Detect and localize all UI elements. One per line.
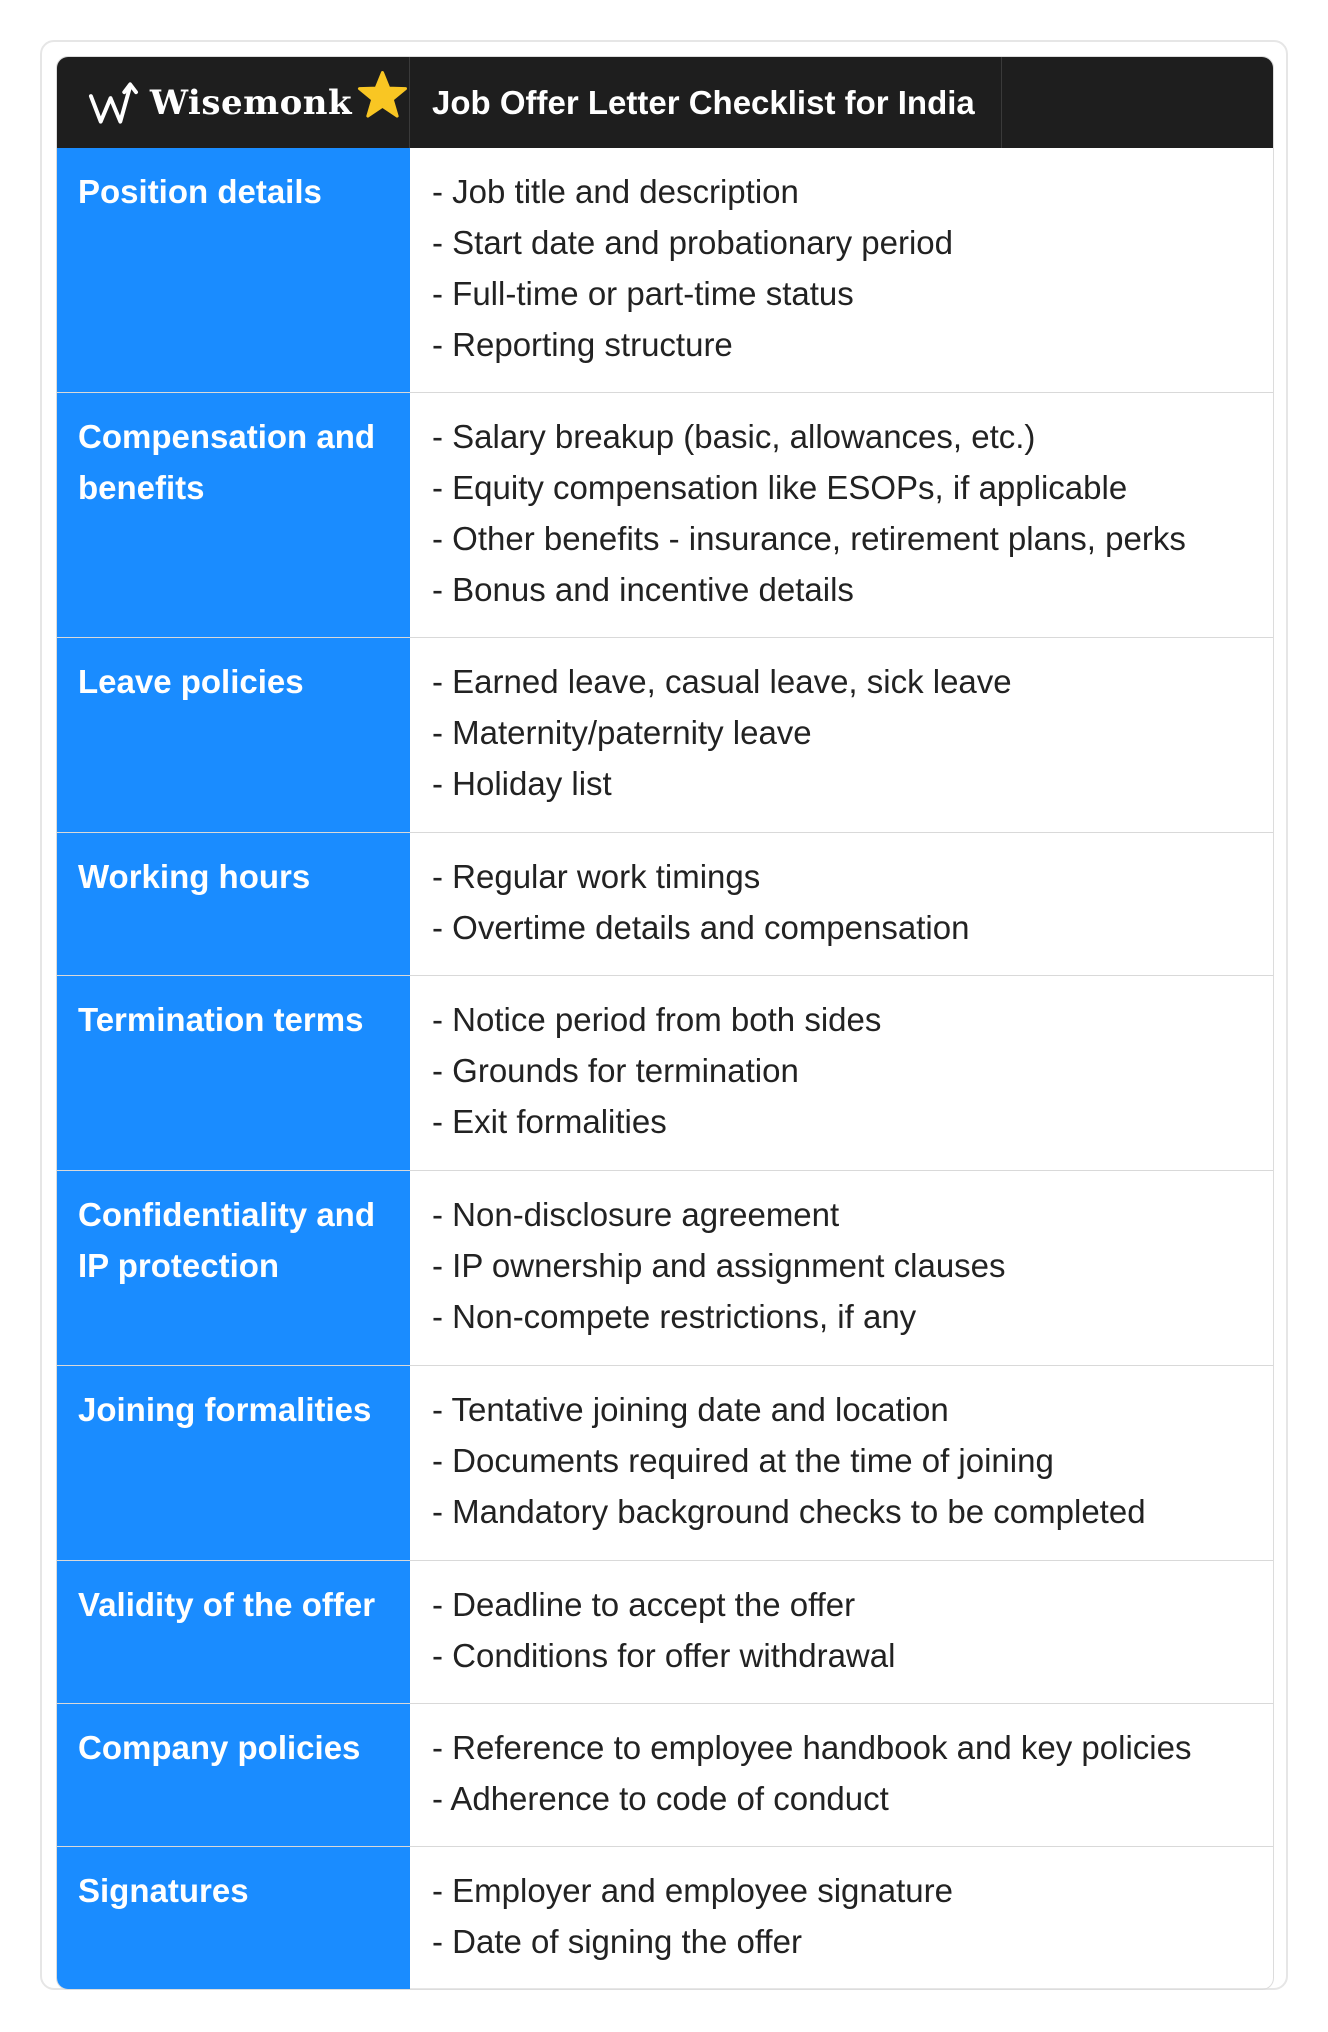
table-row [57, 1170, 1273, 1365]
star-icon [356, 69, 409, 123]
list-item: - Start date and probationary period [432, 224, 953, 261]
items-cell [410, 1847, 1273, 1989]
table-row [57, 1560, 1273, 1703]
list-item: - Deadline to accept the offer [432, 1586, 856, 1623]
list-item: - Notice period from both sides [432, 1001, 882, 1038]
list-item: - Earned leave, casual leave, sick leave [432, 663, 1012, 700]
list-item: - Maternity/paternity leave [432, 714, 812, 751]
list-item: - Date of signing the offer [432, 1923, 802, 1960]
list-item: - IP ownership and assignment clauses [432, 1247, 1006, 1284]
table-row [57, 1703, 1273, 1846]
table-row [57, 832, 1273, 975]
list-item: - Reporting structure [432, 326, 733, 363]
category-cell: Compensation and benefits [57, 393, 410, 637]
table-row [57, 975, 1273, 1170]
items-cell [410, 1171, 1273, 1365]
checklist-table [56, 56, 1274, 1990]
list-item: - Mandatory background checks to be completed [432, 1493, 1146, 1530]
brand-logo [57, 57, 410, 148]
items-cell [410, 976, 1273, 1170]
list-item: - Employer and employee signature [432, 1872, 953, 1909]
category-cell: Termination terms [57, 976, 410, 1170]
category-cell: Signatures [57, 1847, 410, 1989]
category-cell: Company policies [57, 1704, 410, 1846]
items-cell [410, 1366, 1273, 1560]
list-item: - Tentative joining date and location [432, 1391, 949, 1428]
list-item: - Exit formalities [432, 1103, 667, 1140]
category-cell: Working hours [57, 833, 410, 975]
list-item: - Salary breakup (basic, allowances, etc.) [432, 418, 1036, 455]
table-row [57, 637, 1273, 832]
checklist-rows [57, 148, 1273, 1989]
items-cell [410, 1561, 1273, 1703]
items-cell [410, 1704, 1273, 1846]
list-item: - Other benefits - insurance, retirement plans, perks [432, 520, 1186, 557]
table-header [57, 57, 1273, 148]
table-row [57, 148, 1273, 392]
list-item: - Equity compensation like ESOPs, if applicable [432, 469, 1128, 506]
brand-name: Wisemonk [149, 82, 353, 123]
header-empty-cell [1002, 57, 1273, 148]
list-item: - Bonus and incentive details [432, 571, 854, 608]
table-row [57, 392, 1273, 637]
list-item: - Overtime details and compensation [432, 909, 970, 946]
table-row [57, 1365, 1273, 1560]
list-item: - Holiday list [432, 765, 612, 802]
items-cell [410, 833, 1273, 975]
list-item: - Documents required at the time of joining [432, 1442, 1054, 1479]
list-item: - Regular work timings [432, 858, 761, 895]
list-item: - Grounds for termination [432, 1052, 799, 1089]
items-cell [410, 393, 1273, 637]
wisemonk-mark-icon [87, 78, 146, 128]
list-item: - Full-time or part-time status [432, 275, 854, 312]
category-cell: Joining formalities [57, 1366, 410, 1560]
items-cell [410, 638, 1273, 832]
list-item: - Adherence to code of conduct [432, 1780, 889, 1817]
list-item: - Job title and description [432, 173, 799, 210]
category-cell: Validity of the offer [57, 1561, 410, 1703]
table-row [57, 1846, 1273, 1989]
list-item: - Conditions for offer withdrawal [432, 1637, 896, 1674]
list-item: - Reference to employee handbook and key policies [432, 1729, 1192, 1766]
items-cell [410, 148, 1273, 392]
list-item: - Non-disclosure agreement [432, 1196, 840, 1233]
category-cell: Confidentiality and IP protection [57, 1171, 410, 1365]
list-item: - Non-compete restrictions, if any [432, 1298, 917, 1335]
page-title: Job Offer Letter Checklist for India [410, 57, 1002, 148]
category-cell: Position details [57, 148, 410, 392]
category-cell: Leave policies [57, 638, 410, 832]
